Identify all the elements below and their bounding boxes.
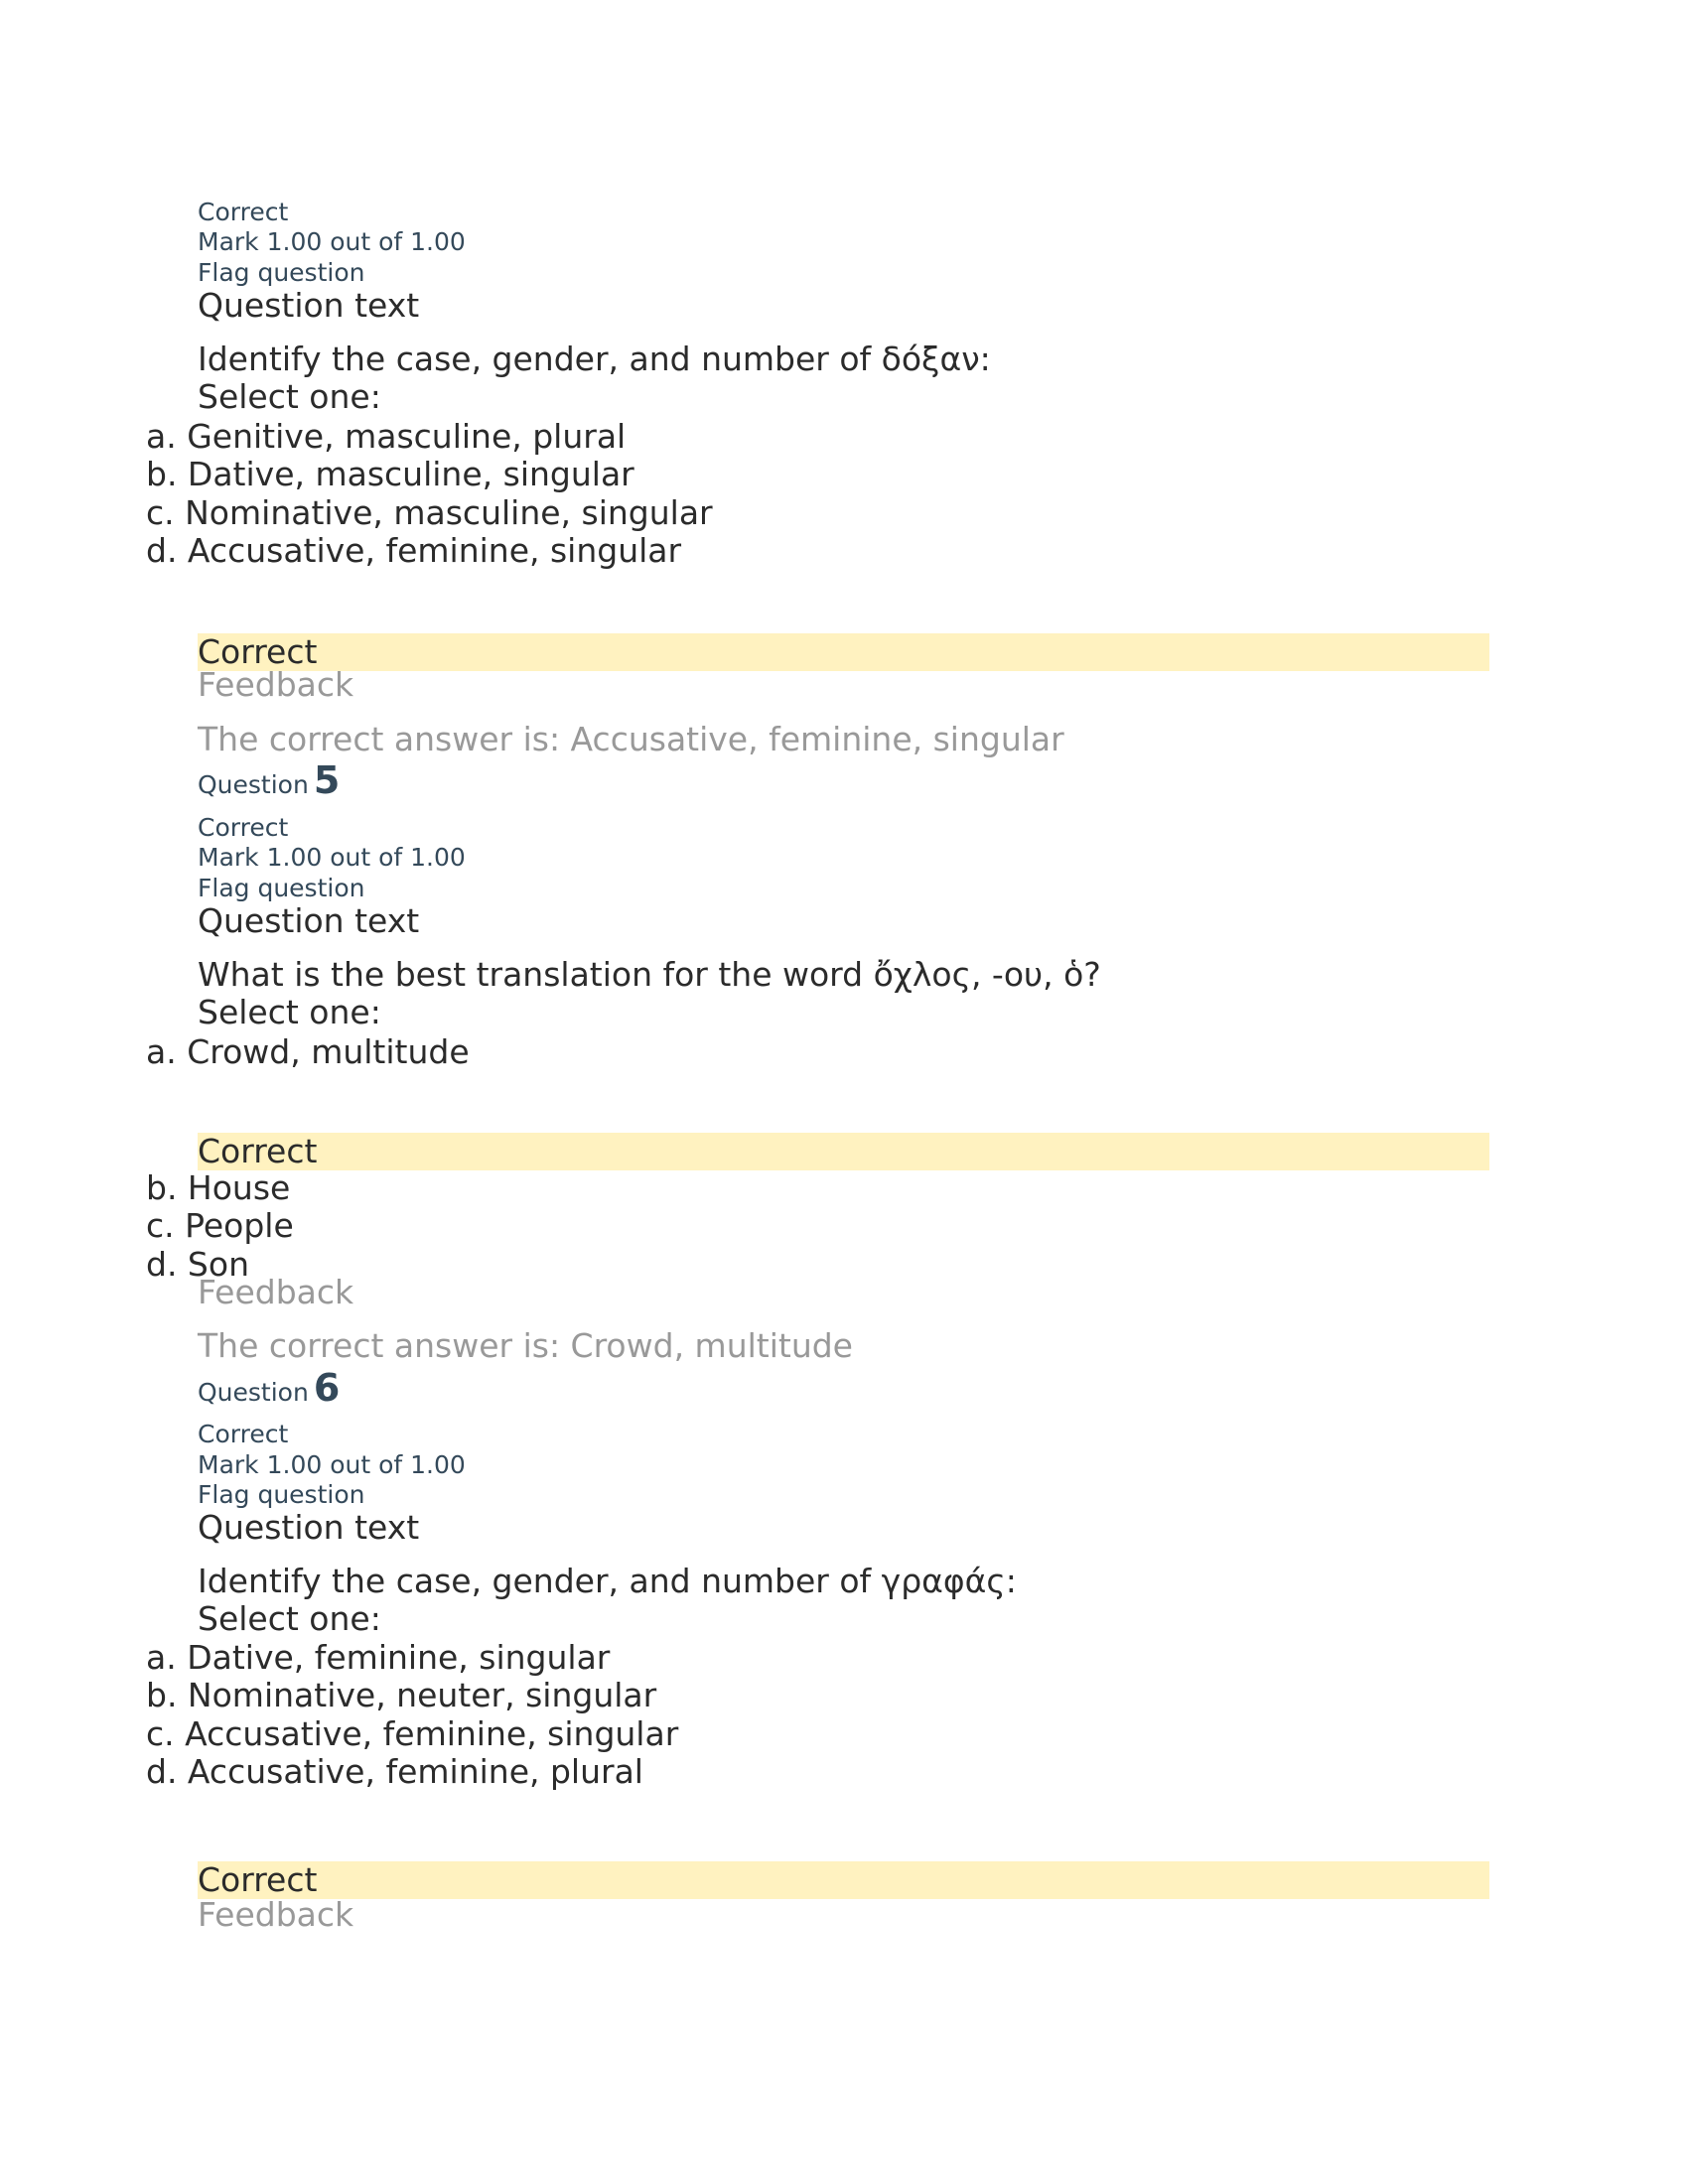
choice-d[interactable]: d. Son bbox=[146, 1245, 249, 1284]
question-mark: Mark 1.00 out of 1.00 bbox=[198, 227, 466, 256]
choice-c[interactable]: c. Accusative, feminine, singular bbox=[146, 1714, 679, 1753]
result-text: Correct bbox=[198, 1860, 318, 1899]
select-one-label: Select one: bbox=[198, 993, 381, 1031]
choice-b[interactable]: b. Dative, masculine, singular bbox=[146, 455, 634, 493]
result-text: Correct bbox=[198, 1132, 318, 1170]
flag-question-link[interactable]: Flag question bbox=[198, 258, 365, 287]
flag-question-link[interactable]: Flag question bbox=[198, 874, 365, 902]
question-number: 6 bbox=[313, 1366, 341, 1410]
question-text-label: Question text bbox=[198, 286, 420, 325]
choice-c[interactable]: c. People bbox=[146, 1206, 294, 1245]
question-prompt: What is the best translation for the word ὄχλος, -ου, ὁ? bbox=[198, 955, 1101, 994]
feedback-label: Feedback bbox=[198, 1273, 354, 1311]
feedback-label: Feedback bbox=[198, 1895, 354, 1934]
question-state: Correct bbox=[198, 1420, 289, 1448]
choice-b[interactable]: b. Nominative, neuter, singular bbox=[146, 1676, 657, 1714]
choice-b[interactable]: b. House bbox=[146, 1168, 291, 1207]
question-heading bbox=[198, 1368, 340, 1416]
result-banner bbox=[198, 633, 1489, 671]
flag-question-link[interactable]: Flag question bbox=[198, 1480, 365, 1509]
question-mark: Mark 1.00 out of 1.00 bbox=[198, 1450, 466, 1479]
question-heading bbox=[198, 760, 340, 808]
choice-a[interactable]: a. Genitive, masculine, plural bbox=[146, 417, 627, 456]
choice-a[interactable]: a. Crowd, multitude bbox=[146, 1032, 470, 1071]
question-state: Correct bbox=[198, 198, 289, 226]
select-one-label: Select one: bbox=[198, 377, 381, 416]
correct-answer-text: The correct answer is: Accusative, feminine, singular bbox=[198, 720, 1064, 758]
question-mark: Mark 1.00 out of 1.00 bbox=[198, 843, 466, 872]
result-banner bbox=[198, 1861, 1489, 1899]
result-banner bbox=[198, 1133, 1489, 1170]
correct-answer-text: The correct answer is: Crowd, multitude bbox=[198, 1326, 853, 1365]
question-label: Question bbox=[198, 770, 309, 799]
choice-c[interactable]: c. Nominative, masculine, singular bbox=[146, 493, 713, 532]
question-prompt: Identify the case, gender, and number of γραφάς: bbox=[198, 1562, 1017, 1600]
question-number: 5 bbox=[313, 758, 341, 802]
select-one-label: Select one: bbox=[198, 1599, 381, 1638]
question-prompt: Identify the case, gender, and number of δόξαν: bbox=[198, 340, 991, 378]
choice-d[interactable]: d. Accusative, feminine, singular bbox=[146, 531, 682, 570]
question-label: Question bbox=[198, 1378, 309, 1407]
question-state: Correct bbox=[198, 813, 289, 842]
feedback-label: Feedback bbox=[198, 665, 354, 704]
question-text-label: Question text bbox=[198, 1508, 420, 1547]
question-text-label: Question text bbox=[198, 901, 420, 940]
choice-a[interactable]: a. Dative, feminine, singular bbox=[146, 1638, 611, 1677]
result-text: Correct bbox=[198, 632, 318, 671]
choice-d[interactable]: d. Accusative, feminine, plural bbox=[146, 1752, 643, 1791]
